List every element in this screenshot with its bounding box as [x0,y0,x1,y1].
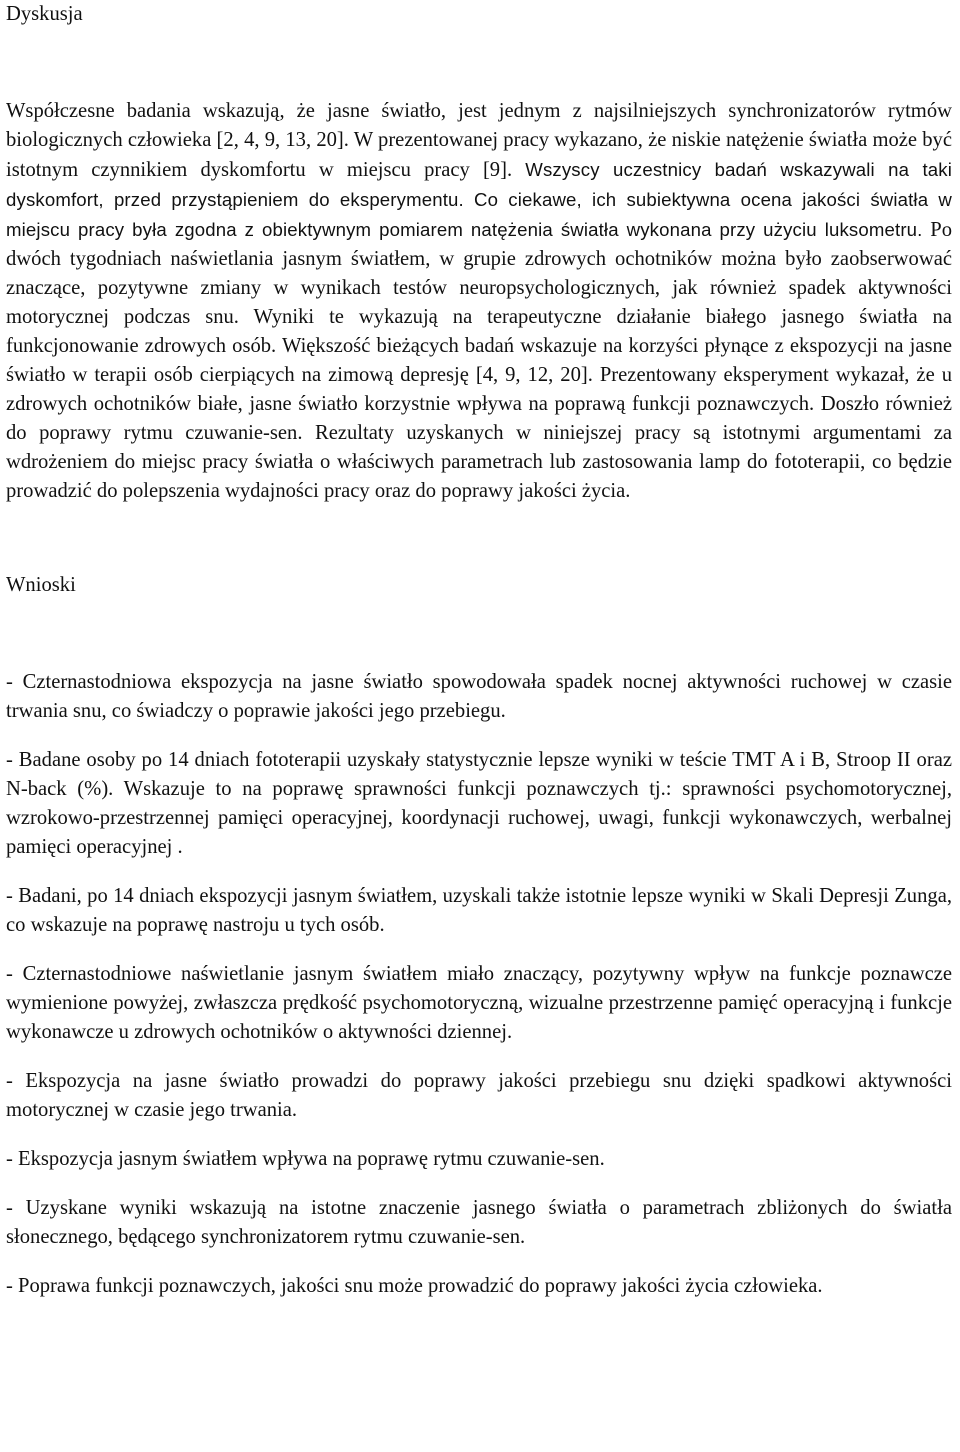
conclusions-heading: Wnioski [6,574,76,596]
conclusion-item: - Poprawa funkcji poznawczych, jakości snu może prowadzić do poprawy jakości życia człowieka. [6,1275,823,1297]
document-page [6,0,952,1452]
discussion-heading: Dyskusja [6,3,83,25]
section-spacer [6,506,952,571]
conclusion-item: - Czternastodniowe naświetlanie jasnym światłem miało znaczący, pozytywny wpływ na funkcje poznawcze wymienione powyżej, zwłaszcza prędkość psychomotoryczną, wizualne przestrzenne pamięć operacyjną i funkcje wykonawcze u zdrowych ochotników o aktywności dziennej. [6,963,952,1043]
conclusion-item: - Ekspozycja jasnym światłem wpływa na poprawę rytmu czuwanie-sen. [6,1148,605,1170]
discussion-segment: Współczesne badania wskazują, że jasne światło, jest jednym z najsilniejszych synchronizatorów rytmów biologicznych człowieka [2, 4, 9, 13, 20]. W prezentowanej pracy wykazano, że niskie natężenie światła może być istotnym czynnikiem dyskomfortu w miejscu pracy [9]. [6,100,952,181]
discussion-segment: Wszyscy uczestnicy badań wskazywali na taki dyskomfort, przed przystąpieniem do eksperymentu. Co ciekawe, ich subiektywna ocena jakości światła w miejscu pracy była zgodna z obiektywnym pomiarem natężenia światła wykonana przy użyciu luksometru. [6,159,952,240]
conclusion-item: - Badani, po 14 dniach ekspozycji jasnym światłem, uzyskali także istotnie lepsze wyniki w Skali Depresji Zunga, co wskazuje na poprawę nastroju u tych osób. [6,885,952,936]
conclusion-item: - Czternastodniowa ekspozycja na jasne światło spowodowała spadek nocnej aktywności ruchowej w czasie trwania snu, co świadczy o poprawie jakości jego przebiegu. [6,671,952,722]
conclusion-item: - Badane osoby po 14 dniach fototerapii uzyskały statystycznie lepsze wyniki w teście TMT A i B, Stroop II oraz N-back (%). Wskazuje to na poprawę sprawności funkcji poznawczych tj.: sprawności psychomotorycznej, wzrokowo-przestrzennej pamięci operacyjnej, koordynacji ruchowej, uwagi, funkcji wykonawczych, werbalnej pamięci operacyjnej . [6,749,952,858]
conclusion-item: - Ekspozycja na jasne światło prowadzi do poprawy jakości przebiegu snu dzięki spadkowi aktywności motorycznej w czasie jego trwania. [6,1070,952,1121]
conclusions-list [6,668,952,1301]
conclusion-item: - Uzyskane wyniki wskazują na istotne znaczenie jasnego światła o parametrach zbliżonych do światła słonecznego, będącego synchronizatorem rytmu czuwanie-sen. [6,1197,952,1248]
discussion-segment: Po dwóch tygodniach naświetlania jasnym światłem, w grupie zdrowych ochotników można było zaobserwować znaczące, pozytywne zmiany w wynikach testów neuropsychologicznych, jak również spadek aktywności motorycznej podczas snu. Wyniki te wykazują na terapeutyczne działanie białego jasnego światła na funkcjonowanie zdrowych osób. Większość bieżących badań wskazuje na korzyści płynące z ekspozycji na jasne światło w terapii osób cierpiących na zimową depresję [4, 9, 12, 20]. Prezentowany eksperyment wykazał, że u zdrowych ochotników białe, jasne światło korzystnie wpływa na poprawą funkcji poznawczych. Doszło również do poprawy rytmu czuwanie-sen. Rezultaty uzyskanych w niniejszej pracy są istotnymi argumentami za wdrożeniem do miejsc pracy światła o właściwych parametrach lub zastosowania lamp do fototerapii, co będzie prowadzić do polepszenia wydajności pracy oraz do poprawy jakości życia. [6,219,952,502]
discussion-paragraph [6,97,952,506]
